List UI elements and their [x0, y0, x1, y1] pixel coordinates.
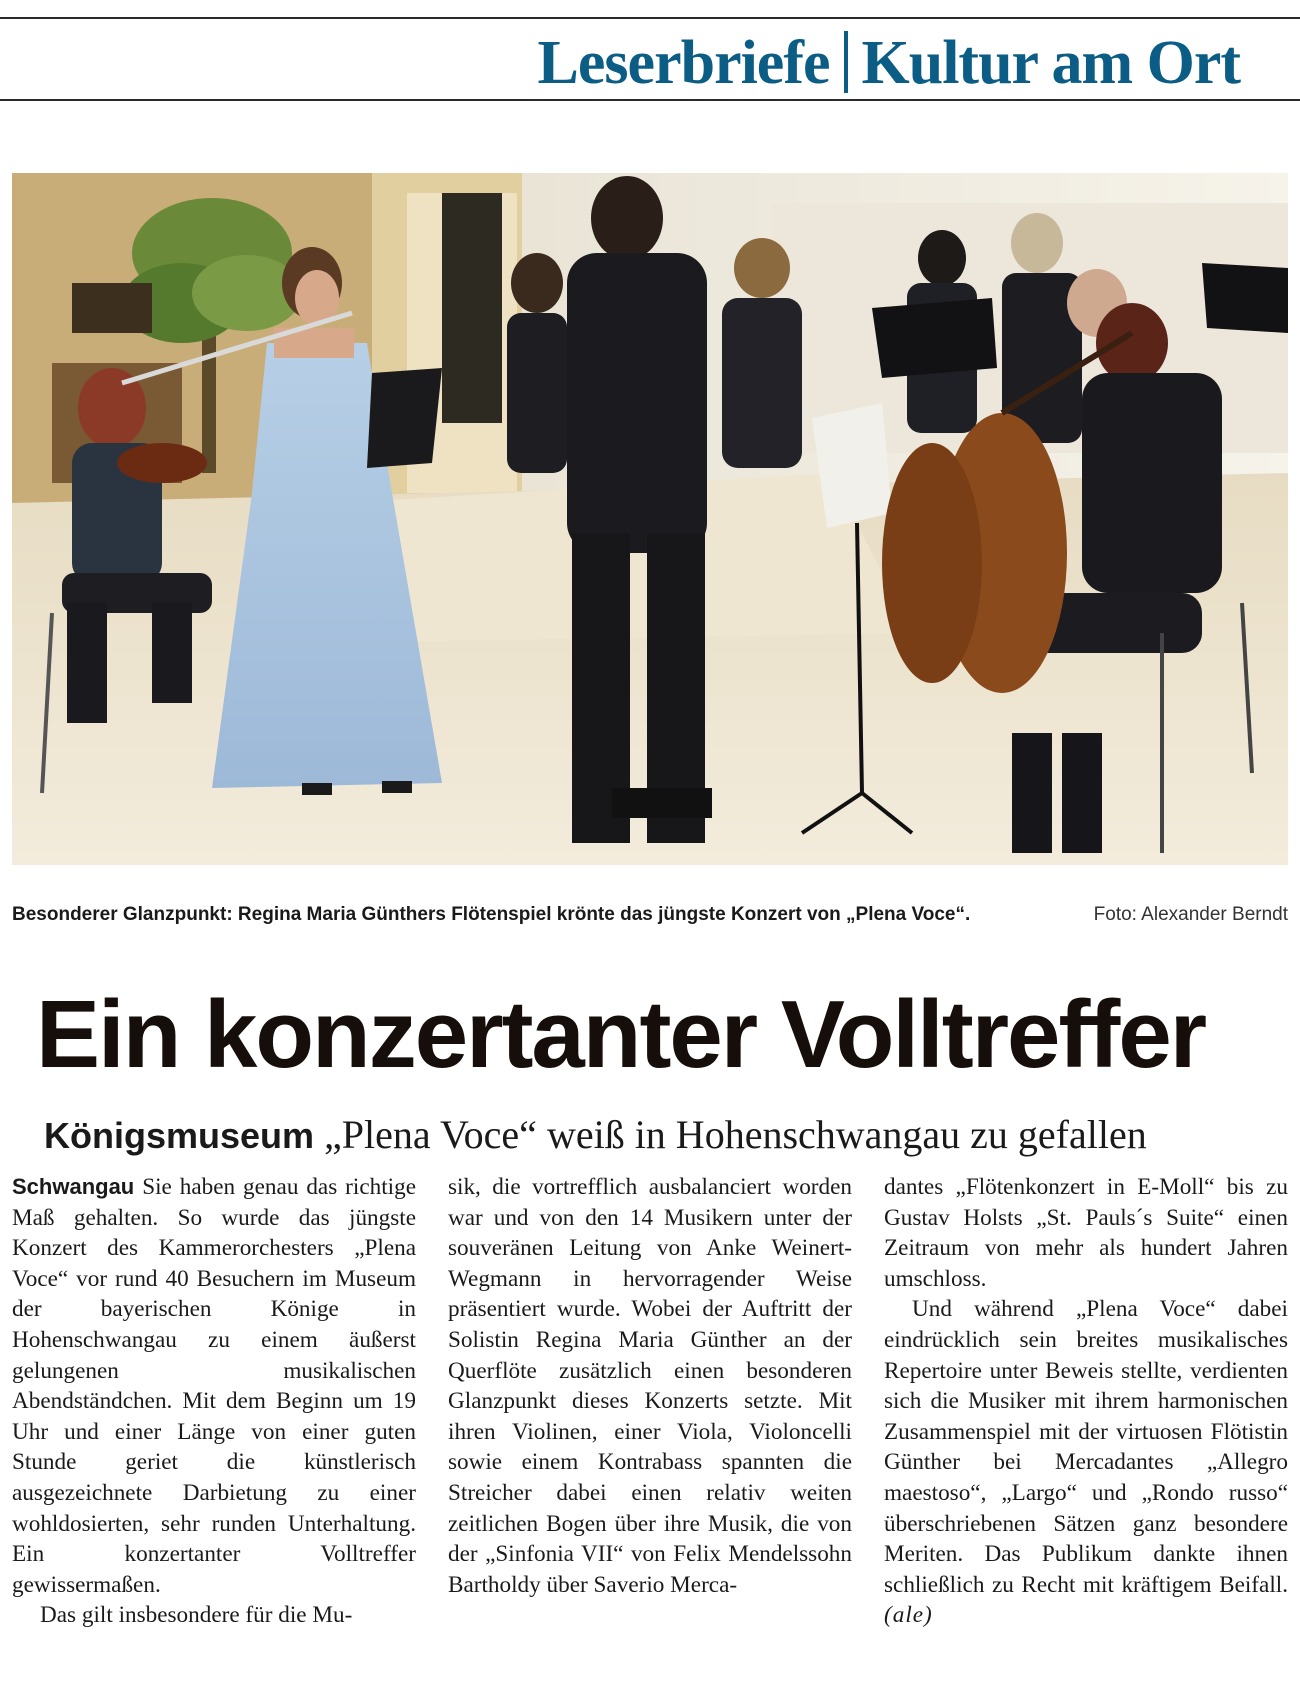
article-column-1 — [12, 1172, 416, 1631]
article-headline: Ein konzertanter Volltreffer — [36, 981, 1206, 1088]
photo-credit: Foto: Alexander Berndt — [1093, 904, 1288, 925]
section-divider — [844, 31, 848, 93]
article-subheadline — [44, 1110, 1284, 1161]
photo-caption — [12, 903, 1288, 927]
article-paragraph — [884, 1294, 1288, 1631]
section-header — [538, 28, 1240, 98]
article-paragraph: Das gilt insbesondere für die Mu- — [40, 1602, 353, 1629]
subheadline-kicker: Königsmuseum — [44, 1115, 315, 1156]
paragraph-text: Und während „Plena Voce“ dabei eindrücklich sein breites musikalisches Repertoire unter Beweis stellte, verdienten sich die Musiker mit ihrem harmonischen Zusammenspiel mit der virtuosen Flötistin Günther bei Mercadantes „Allegro maestoso“, „Largo“ und „Rondo russo“ überschriebenen Sätzen ganz besondere Meriten. Das Publikum dankte ihnen schließlich zu Recht mit kräftigem Beifall. — [884, 1296, 1288, 1598]
article-paragraph — [12, 1172, 416, 1600]
subheadline-text: „Plena Voce“ weiß in Hohenschwangau zu gefallen — [324, 1112, 1147, 1157]
article-column-3 — [884, 1172, 1288, 1631]
dateline: Schwangau — [12, 1174, 135, 1199]
article-column-2 — [448, 1172, 852, 1600]
section-right-label: Kultur am Ort — [861, 29, 1240, 97]
article-paragraph: sik, die vortrefflich ausbalanciert worden war und von den 14 Musikern unter der souveränen Leitung von Anke Weinert-Wegmann in hervorragender Weise präsentiert wurde. Wobei der Auftritt der Solistin Regina Maria Günther an der Querflöte zusätzlich einen besonderen Glanzpunkt dieses Konzerts setzte. Mit ihren Violinen, einer Viola, Violoncelli sowie einem Kontrabass spannten die Streicher dabei einen relativ weiten zeitlichen Bogen über ihre Musik, die von der „Sinfonia VII“ von Felix Mendelssohn Bartholdy über Saverio Merca- — [448, 1174, 852, 1598]
article-body — [12, 1172, 1288, 1692]
article-photo — [12, 173, 1288, 865]
concert-photo-illustration — [12, 173, 1288, 865]
header-rule — [0, 99, 1300, 101]
article-paragraph: dantes „Flötenkonzert in E-Moll“ bis zu Gustav Holsts „St. Pauls´s Suite“ einen Zeitraum von mehr als hundert Jahren umschloss. — [884, 1174, 1288, 1292]
top-rule — [0, 17, 1300, 19]
paragraph-text: Sie haben genau das richtige Maß gehalten. So wurde das jüngste Konzert des Kammerorchesters „Plena Voce“ vor rund 40 Besuchern im Museum der bayerischen Könige in Hohenschwangau zu einem äußerst gelungenen musikalischen Abendständchen. Mit dem Beginn um 19 Uhr und einer Länge von einer guten Stunde geriet die künstlerisch ausgezeichnete Darbietung zu einer wohldosierten, sehr runden Unterhaltung. Ein konzertanter Volltreffer gewissermaßen. — [12, 1174, 416, 1598]
section-left-label: Leserbriefe — [537, 29, 830, 97]
caption-text: Besonderer Glanzpunkt: Regina Maria Günthers Flötenspiel krönte das jüngste Konzert von „Plena Voce“. — [12, 904, 971, 925]
author-initials: (ale) — [884, 1602, 933, 1629]
